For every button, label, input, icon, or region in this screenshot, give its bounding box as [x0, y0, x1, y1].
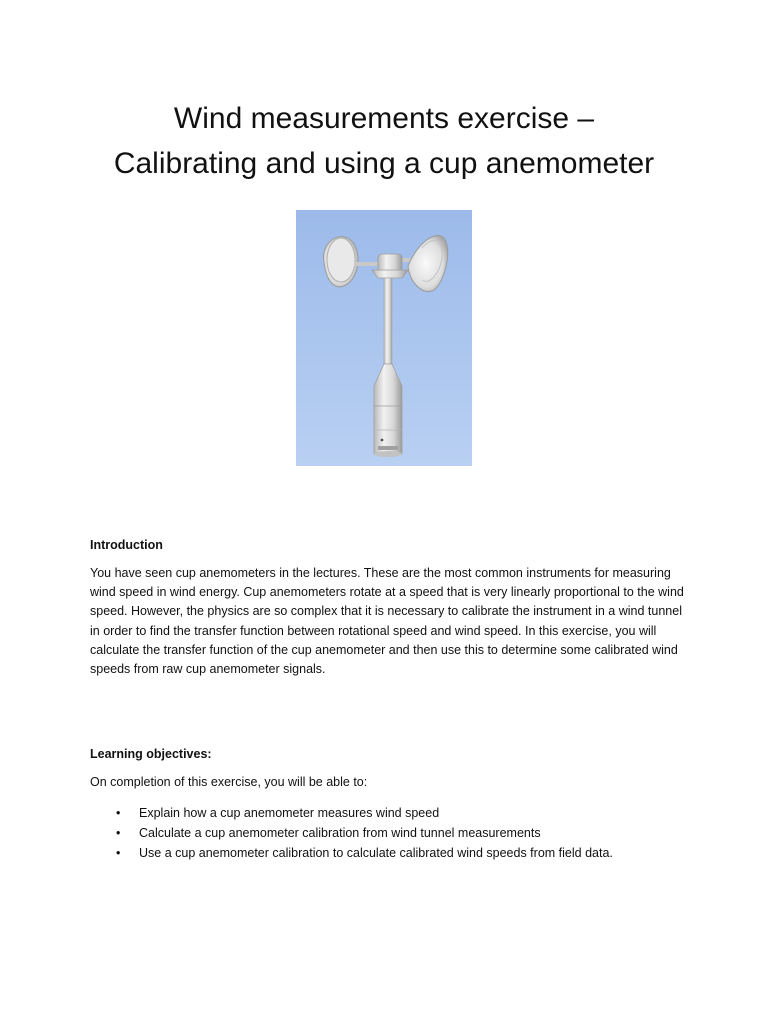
stem: [384, 278, 392, 364]
introduction-heading: Introduction: [90, 538, 163, 552]
list-item-text: Explain how a cup anemometer measures wind speed: [139, 806, 440, 820]
introduction-paragraph: You have seen cup anemometers in the lectures. These are the most common instruments for measuring wind speed in wind energy. Cup anemometers rotate at a speed that is very linearly proportional to the wind speed. However, the physics are so complex that it is necessary to calibrate the instrument in a wind tunnel in order to find the transfer function between rotational speed and wind speed. In this exercise, you will calculate the transfer function of the cup anemometer and then use this to determine some calibrated wind speeds from raw cup anemometer signals.: [90, 566, 684, 677]
list-item: [90, 823, 710, 843]
learning-objectives-list: [90, 803, 710, 863]
list-item-text: Use a cup anemometer calibration to calculate calibrated wind speeds from field data.: [139, 846, 613, 860]
title-line-1: Wind measurements exercise –: [173, 102, 595, 135]
bullet-icon: •: [116, 846, 121, 860]
learning-objectives-lead: On completion of this exercise, you will be able to:: [90, 775, 368, 789]
left-cup: [324, 237, 359, 287]
anemometer-figure: [296, 210, 472, 466]
bullet-icon: •: [116, 806, 121, 820]
list-item-text: Calculate a cup anemometer calibration from wind tunnel measurements: [139, 826, 541, 840]
list-item: [90, 803, 710, 823]
title-line-2: Calibrating and using a cup anemometer: [113, 147, 655, 180]
bullet-icon: •: [116, 826, 121, 840]
page-title: [0, 96, 768, 186]
list-item: [90, 843, 710, 863]
cup-anemometer-illustration: [296, 210, 472, 466]
learning-objectives-heading: Learning objectives:: [90, 747, 212, 761]
anemometer-body: [374, 364, 402, 457]
